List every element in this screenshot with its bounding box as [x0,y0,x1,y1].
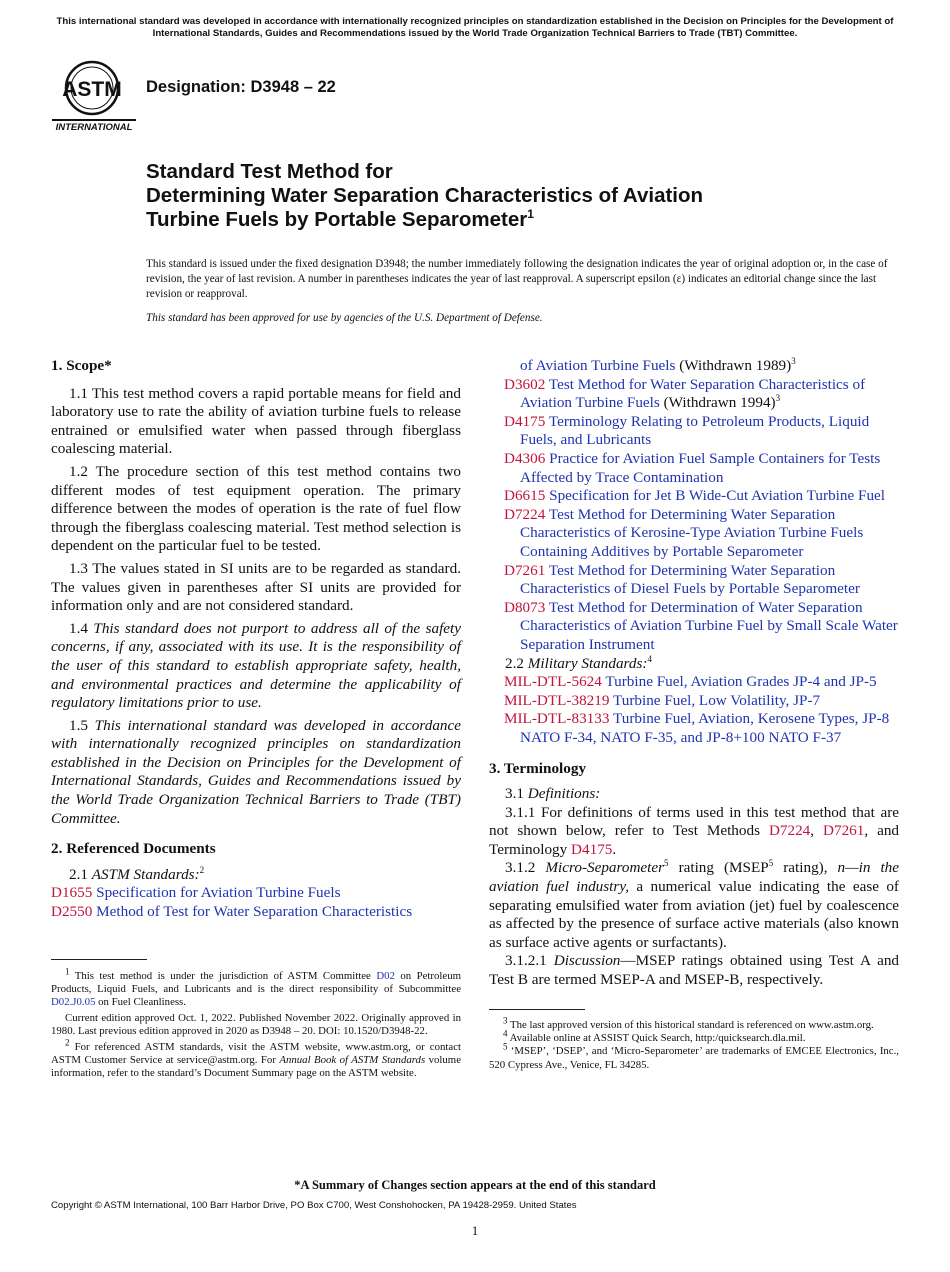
title-line-1: Standard Test Method for [146,160,393,183]
ref-d8073 [489,599,899,655]
footnote-rule [51,959,147,960]
left-column [51,357,461,1081]
subcommittee-link[interactable]: D02.J0.05 [51,996,96,1009]
scope-1-3: 1.3 The values stated in SI units are to be regarded as standard. The values given in parentheses after SI units are provided for information only and are not considered standard. [51,559,461,615]
ref-code-link[interactable]: D6615 [504,487,546,505]
ref-code-link[interactable]: D4175 [571,840,613,858]
ref-d3602: D3602 Test Method for Water Separation Characteristics of Aviation Turbine Fuels (Withdrawn 1994)$^3$ [504,375,866,412]
ref-code-link[interactable]: D3602 [504,375,546,393]
footnotes-right [489,1015,899,1073]
ref-d2550 [51,903,461,922]
scope-1-2: 1.2 The procedure section of this test method contains two different modes of test equipment operation. The primary difference between the modes of operation is the rate of fuel flow through the fiberglass coalescing material. Test method selection is dependent on the particular fuel to be tested. [51,462,461,555]
ref-code-link[interactable]: D7224 [768,822,811,840]
copyright: Copyright © ASTM International, 100 Barr Harbor Drive, PO Box C700, West Conshohocken, PA 19428-2959. United States [51,1200,577,1211]
ref-title-link[interactable]: Method of Test for Water Separation Characteristics [96,903,413,921]
definitions-label: 3.1 Definitions: [505,785,601,803]
ref-title-link[interactable]: Turbine Fuel, Low Volatility, JP-7 [612,691,821,709]
ref-code-link[interactable]: MIL-DTL-38219 [504,691,610,709]
svg-text:ASTM: ASTM [62,78,122,101]
title-line-3: Turbine Fuels by Portable Separometer$^1$ [146,207,534,231]
ref-d2550-continued: of Aviation Turbine Fuels (Withdrawn 1989)$^3$ [520,355,796,374]
ref-code-link[interactable]: D8073 [504,598,546,616]
ref-title-link[interactable]: Specification for Jet B Wide-Cut Aviation Turbine Fuel [549,487,886,505]
designation: Designation: D3948 – 22 [146,78,336,96]
footnotes-left [51,966,461,1081]
ref-code-link[interactable]: MIL-DTL-83133 [504,710,610,728]
issued-statement: This standard is issued under the fixed designation D3948; the number immediately following the designation indicates the year of original adoption or, in the case of revision, the year of last revision. A number in parentheses indicates the year of last reapproval. A superscript epsilon (ε) indicates an editorial change since the last revision or reapproval. [146,258,888,300]
footnote-1: $^1$ This test method is under the jurisdiction of ASTM Committee D02 on Petroleum Products, Liquid Fuels, and Lubricants and is the direct responsibility of Subcommittee D02.J0.05 on Fuel Cleanliness. [51,966,461,1009]
ref-title-link[interactable]: Practice for Aviation Fuel Sample Containers for Tests Affected by Trace Contamination [520,449,881,486]
ref-d4306 [489,450,899,487]
footnote-rule [489,1009,585,1010]
page-number: 1 [471,1223,479,1238]
ref-title-link[interactable]: Terminology Relating to Petroleum Products, Liquid Fuels, and Lubricants [520,412,870,449]
ref-code-link[interactable]: D1655 [51,884,93,902]
ref-code-link[interactable]: D2550 [51,903,93,921]
ref-d7261 [489,562,899,599]
footnote-1-edition: Current edition approved Oct. 1, 2022. Published November 2022. Originally approved in 1980. Last previous edition approved in 2020 as D3948 – 20. DOI: 10.1520/D3948-22. [51,1011,461,1038]
ref-title-link[interactable]: Test Method for Determining Water Separation Characteristics of Diesel Fuels by Portable Separometer [520,561,860,598]
ref-title-link[interactable]: Test Method for Determination of Water Separation Characteristics of Aviation Turbine Fuel by Small Scale Water Separation Instrument [520,598,898,653]
ref-d4175 [489,413,899,450]
title-line-2: Determining Water Separation Characteristics of Aviation [146,184,704,207]
ref-code-link[interactable]: D7224 [504,505,546,523]
astm-logo-icon [52,58,136,132]
right-column [489,357,899,1072]
title-footnote-mark: 1 [527,207,534,222]
ref-d1655 [51,884,461,903]
refdocs-heading: 2. Referenced Documents [51,840,216,858]
term-3-1-2-1: 3.1.2.1 Discussion—MSEP ratings obtained using Test A and Test B are termed MSEP-A and MSEP-B, respectively. [489,952,900,988]
approved-statement: This standard has been approved for use by agencies of the U.S. Department of Defense. [146,312,543,324]
top-notice: This international standard was developed in accordance with internationally recognized principles on standardization established in the Decision on Principles for the Development of International Standards, Guides and Recommendations issued by the World Trade Organization Technical Barriers to Trade (TBT) Committee. [56,16,894,39]
astm-standards-label: 2.1 ASTM Standards:$^2$ [69,864,205,883]
footnote-2: $^2$ For referenced ASTM standards, visit the ASTM website, www.astm.org, or contact ASTM Customer Service at service@astm.org. For Annual Book of ASTM Standards volume information, refer to the standard’s Document Summary page on the ASTM website. [51,1037,461,1080]
svg-text:INTERNATIONAL: INTERNATIONAL [55,122,133,132]
astm-logo [52,58,136,132]
ref-title-link[interactable]: Specification for Aviation Turbine Fuels [96,884,341,902]
ref-code-link[interactable]: D4175 [504,412,546,430]
ref-mil-5624 [489,673,899,692]
summary-of-changes-note: *A Summary of Changes section appears at the end of this standard [294,1178,656,1192]
committee-link[interactable]: D02 [376,969,395,982]
term-3-1-1: 3.1.1 For definitions of terms used in this test method that are not shown below, refer to Test Methods D7224, D7261, and Terminology D4175. [489,803,900,858]
scope-1-1: 1.1 This test method covers a rapid portable means for field and laboratory use to rate the ability of aviation turbine fuels to release entrained or emulsified water when passed through fiberglass coalescing material. [51,384,461,458]
ref-code-link[interactable]: MIL-DTL-5624 [504,673,602,691]
ref-d6615 [489,487,899,506]
ref-title-link[interactable]: Turbine Fuel, Aviation Grades JP-4 and JP-5 [605,673,877,691]
scope-heading: 1. Scope* [51,357,112,374]
military-standards-label: 2.2 Military Standards:$^4$ [505,653,652,672]
ref-code-link[interactable]: D4306 [504,449,546,467]
footnote-4: $^4$ Available online at ASSIST Quick Search, http:/quicksearch.dla.mil. [503,1028,806,1044]
document-title [146,160,866,232]
ref-title-link[interactable]: Test Method for Water Separation Characteristics of Aviation Turbine Fuels [520,375,866,412]
ref-mil-83133 [489,710,899,747]
footnote-5: $^5$ ‘MSEP’, ‘DSEP’, and ‘Micro-Separometer’ are trademarks of EMCEE Electronics, Inc., 520 Cypress Ave., Venice, FL 34285. [489,1041,899,1071]
ref-title-link[interactable]: Turbine Fuel, Aviation, Kerosene Types, JP-8 NATO F-34, NATO F-35, and JP-8+100 NATO F-37 [520,710,890,746]
term-3-1-2: 3.1.2 Micro-Separometer$^5$ rating (MSEP$^5$ rating), n—in the aviation fuel industry, a numerical value indicating the ease of separating emulsified water from aviation (jet) fuel by coalescence as affected by the presence of surface active materials (also known as surface active agents or surfactants). [489,858,900,951]
footnote-3: $^3$ The last approved version of this historical standard is referenced on www.astm.org. [503,1015,874,1031]
ref-mil-38219 [489,692,899,711]
scope-1-4: 1.4 This standard does not purport to address all of the safety concerns, if any, associated with its use. It is the responsibility of the user of this standard to establish appropriate safety, health, and environmental practices and determine the applicability of regulatory limitations prior to use. [51,619,462,712]
ref-d7224 [489,506,899,562]
scope-1-5: 1.5 This international standard was developed in accordance with internationally recognized principles on standardization established in the Decision on Principles for the Development of International Standards, Guides and Recommendations issued by the World Trade Organization Technical Barriers to Trade (TBT) Committee. [51,716,461,827]
terminology-heading: 3. Terminology [489,760,587,778]
ref-title-link[interactable]: Test Method for Determining Water Separation Characteristics of Kerosine-Type Aviation Turbine Fuels Containing Additives by Portable Separometer [520,505,864,560]
ref-code-link[interactable]: D7261 [504,561,546,579]
ref-code-link[interactable]: D7261 [823,822,865,840]
ref-title-link[interactable]: of Aviation Turbine Fuels [520,357,676,374]
